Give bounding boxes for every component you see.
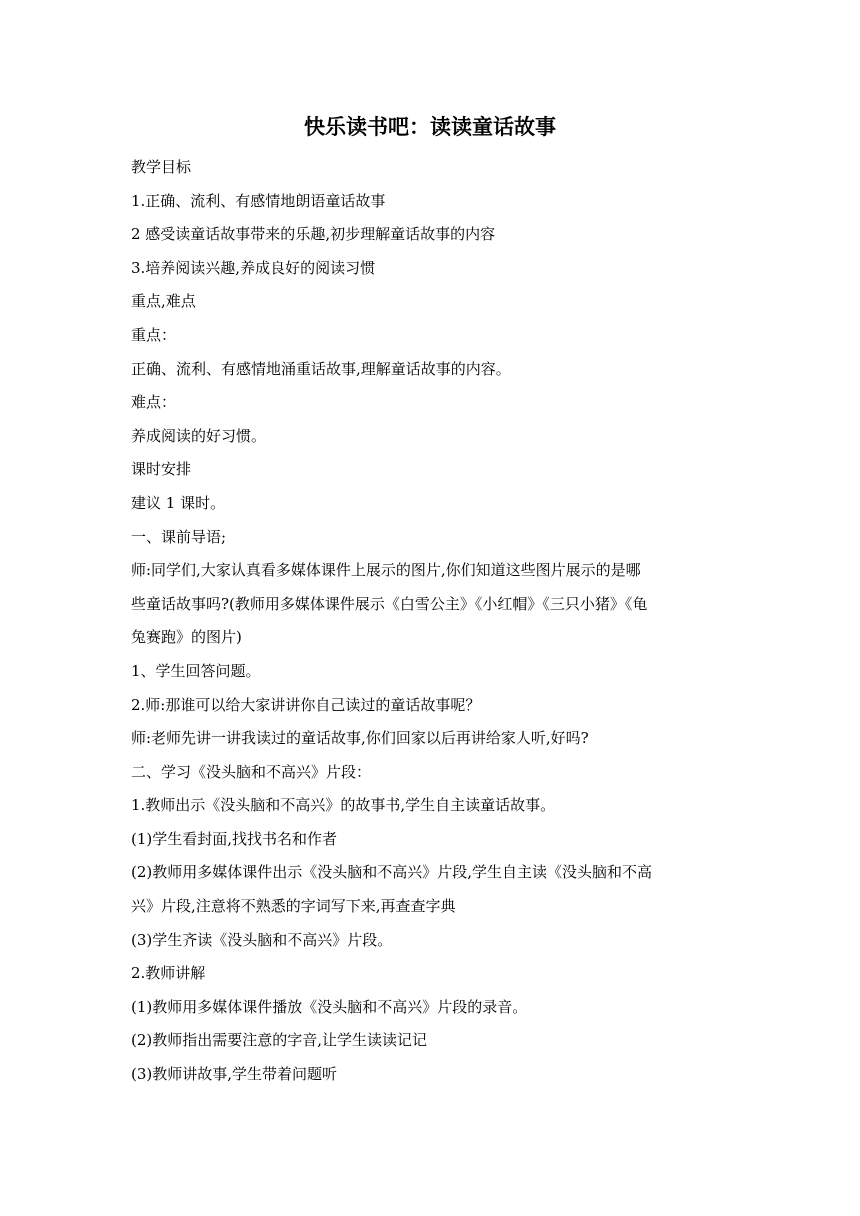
body-line: (3)学生齐读《没头脑和不高兴》片段。 (131, 930, 393, 949)
body-line: 1、学生回答问题。 (131, 661, 261, 680)
body-line: 兴》片段,注意将不熟悉的字词写下来,再查查字典 (131, 897, 456, 916)
body-line: 2.师:那谁可以给大家讲讲你自己读过的童话故事呢？ (131, 695, 481, 714)
body-line: 师:同学们,大家认真看多媒体课件上展示的图片,你们知道这些图片展示的是哪 (131, 561, 641, 580)
body-line: 3.培养阅读兴趣,养成良好的阅读习惯 (131, 258, 376, 277)
body-line: 兔赛跑》的图片) (131, 628, 242, 647)
body-line: 课时安排 (131, 460, 192, 479)
body-line: (2)教师用多媒体课件出示《没头脑和不高兴》片段,学生自主读《没头脑和不高 (131, 863, 653, 882)
body-line: 养成阅读的好习惯。 (131, 426, 267, 445)
document-body (131, 151, 736, 1092)
body-line: 一、课前导语; (131, 527, 227, 546)
body-line: 建议 1 课时。 (131, 493, 226, 512)
body-line: (2)教师指出需要注意的字音,让学生读读记记 (131, 1031, 428, 1050)
body-line: 二、学习《没头脑和不高兴》片段： (131, 762, 372, 781)
body-line: 重点,难点 (131, 292, 196, 311)
body-line: 1.正确、流利、有感情地朗语童话故事 (131, 191, 386, 210)
body-line: 2.教师讲解 (131, 964, 206, 983)
body-line: 2 感受读童话故事带来的乐趣,初步理解童话故事的内容 (131, 225, 496, 244)
document-title: 快乐读书吧：读读童话故事 (304, 115, 556, 139)
body-line: 正确、流利、有感情地涌重话故事,理解童话故事的内容。 (131, 359, 511, 378)
body-line: (1)学生看封面,找找书名和作者 (131, 829, 338, 848)
body-line: 师:老师先讲一讲我读过的童话故事,你们回家以后再讲给家人听,好吗? (131, 729, 589, 748)
body-line: 教学目标 (131, 158, 192, 176)
body-line: 1.教师出示《没头脑和不高兴》的故事书,学生自主读童话故事。 (131, 796, 556, 815)
body-line: 难点： (131, 393, 177, 412)
body-line: (3)教师讲故事,学生带着问题听 (131, 1065, 338, 1084)
body-line: 些童话故事吗?(教师用多媒体课件展示《白雪公主》《小红帽》《三只小猪》《龟 (131, 594, 648, 613)
body-line: 重点： (131, 325, 177, 344)
body-line: (1)教师用多媒体课件播放《没头脑和不高兴》片段的录音。 (131, 997, 528, 1016)
